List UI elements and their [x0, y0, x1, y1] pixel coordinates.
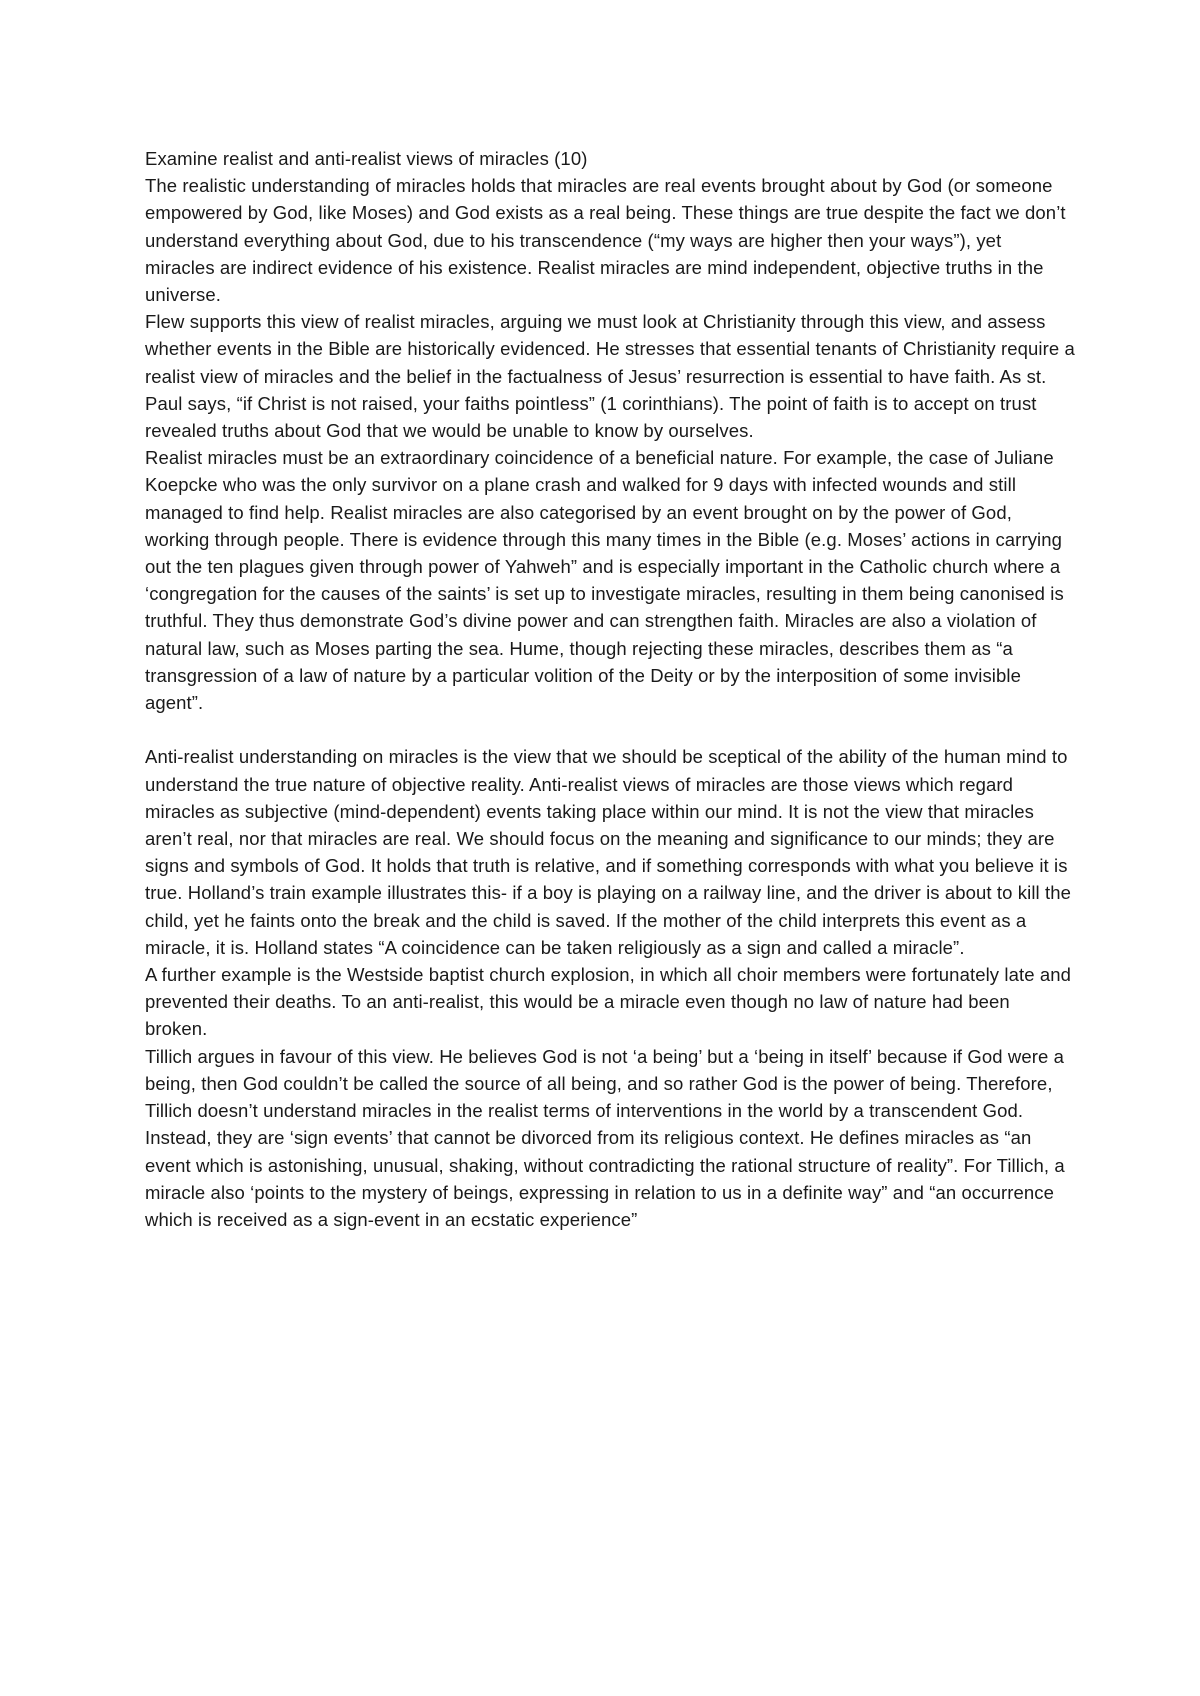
document-title: Examine realist and anti-realist views of miracles (10): [145, 148, 588, 169]
document-body: [145, 145, 1075, 1233]
paragraph-gap: [145, 716, 1075, 743]
paragraph-tillich: Tillich argues in favour of this view. He believes God is not ‘a being’ but a ‘being in itself’ because if God were a being, then God couldn’t be called the source of all being, and so rather God is the power of being. Therefore, Tillich doesn’t understand miracles in the realist terms of interventions in the world by a transcendent God. Instead, they are ‘sign events’ that cannot be divorced from its religious context. He defines miracles as “an event which is astonishing, unusual, shaking, without contradicting the rational structure of reality”. For Tillich, a miracle also ‘points to the mystery of beings, expressing in relation to us in a definite way” and “an occurrence which is received as a sign-event in an ecstatic experience”: [145, 1045, 1065, 1230]
paragraph-realist-examples: Realist miracles must be an extraordinary coincidence of a beneficial nature. For example, the case of Juliane Koepcke who was the only survivor on a plane crash and walked for 9 days with infected wounds and still managed to find help. Realist miracles are also categorised by an event brought on by the power of God, working through people. There is evidence through this many times in the Bible (e.g. Moses’ actions in carrying out the ten plagues given through power of Yahweh” and is especially important in the Catholic church where a ‘congregation for the causes of the saints’ is set up to investigate miracles, resulting in them being canonised is truthful. They thus demonstrate God’s divine power and can strengthen faith. Miracles are also a violation of natural law, such as Moses parting the sea. Hume, though rejecting these miracles, describes them as “a transgression of a law of nature by a particular volition of the Deity or by the interposition of some invisible agent”.: [145, 447, 1064, 714]
paragraph-realist-intro: The realistic understanding of miracles holds that miracles are real events brought about by God (or someone empowered by God, like Moses) and God exists as a real being. These things are true despite the fact we don’t understand everything about God, due to his transcendence (“my ways are higher then your ways”), yet miracles are indirect evidence of his existence. Realist miracles are mind independent, objective truths in the universe.: [145, 175, 1066, 306]
paragraph-anti-realist-intro: Anti-realist understanding on miracles is the view that we should be sceptical of the ability of the human mind to understand the true nature of objective reality. Anti-realist views of miracles are those views which regard miracles as subjective (mind-dependent) events taking place within our mind. It is not the view that miracles aren’t real, nor that miracles are real. We should focus on the meaning and significance to our minds; they are signs and symbols of God. It holds that truth is relative, and if something corresponds with what you believe it is true. Holland’s train example illustrates this- if a boy is playing on a railway line, and the driver is about to kill the child, yet he faints onto the break and the child is saved. If the mother of the child interprets this event as a miracle, it is. Holland states “A coincidence can be taken religiously as a sign and called a miracle”.: [145, 746, 1072, 958]
paragraph-flew: Flew supports this view of realist miracles, arguing we must look at Christianity through this view, and assess whether events in the Bible are historically evidenced. He stresses that essential tenants of Christianity require a realist view of miracles and the belief in the factualness of Jesus’ resurrection is essential to have faith. As st. Paul says, “if Christ is not raised, your faiths pointless” (1 corinthians). The point of faith is to accept on trust revealed truths about God that we would be unable to know by ourselves.: [145, 311, 1075, 442]
paragraph-westside-example: A further example is the Westside baptist church explosion, in which all choir members were fortunately late and prevented their deaths. To an anti-realist, this would be a miracle even though no law of nature had been broken.: [145, 964, 1072, 1040]
